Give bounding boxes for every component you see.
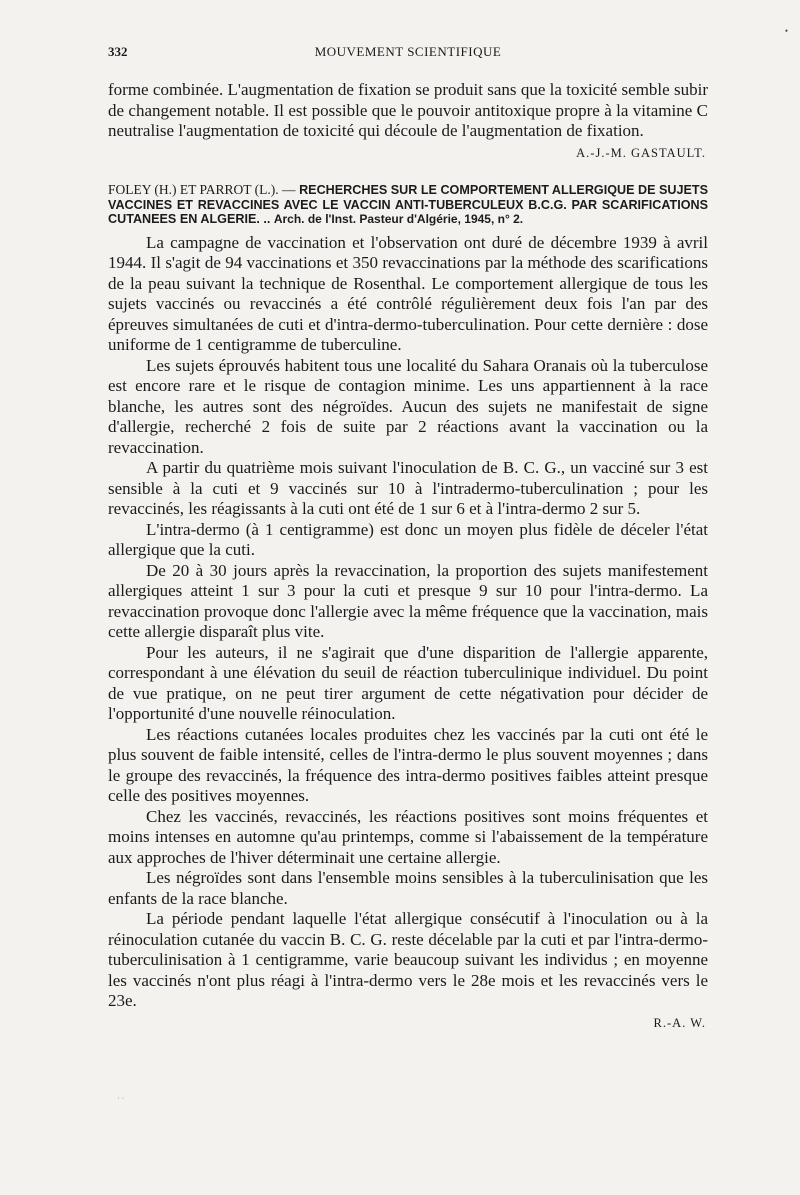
print-speck: · · <box>117 1094 125 1103</box>
article-paragraph: L'intra-dermo (à 1 centigramme) est donc un moyen plus fidèle de déceler l'état allergique que la cuti. <box>108 519 708 559</box>
article-paragraph: Les réactions cutanées locales produites chez les vaccinés par la cuti ont été le plus souvent de faible intensité, celles de l'intra-dermo le plus souvent moyennes ; dans le groupe des revaccinés, la fréquence des intra-dermo positives faibles atteint presque celle des positives moyennes. <box>108 724 708 805</box>
previous-article-signature: A.-J.-M. GASTAULT. <box>576 145 706 160</box>
article-authors: FOLEY (H.) ET PARROT (L.). — <box>108 182 296 197</box>
article-paragraph: De 20 à 30 jours après la revaccination, la proportion des sujets manifestement allergiques atteint 1 sur 3 pour la cuti et presque 9 sur 10 pour l'intra-dermo. La revaccination provoque donc l'allergie avec la même fréquence que la vaccination, mais cette allergie disparaît plus vite. <box>108 560 708 641</box>
article-title: RECHERCHES SUR LE COMPORTEMENT ALLERGIQUE DE SUJETS VACCINES ET REVACCINES AVEC LE VACCIN ANTI-TUBERCULEUX B.C.G. PAR SCARIFICATIONS CUTANEES EN ALGERIE. .. <box>108 183 708 226</box>
corner-mark: • <box>784 26 788 36</box>
article-reference: Arch. de l'Inst. Pasteur d'Algérie, 1945, n° 2. <box>273 212 524 226</box>
article-paragraph: Les sujets éprouvés habitent tous une localité du Sahara Oranais où la tuberculose est encore rare et le risque de contagion minime. Les uns appartiennent à la race blanche, les autres sont des négroïdes. Aucun des sujets ne manifestait de signe d'allergie, recherché 2 fois de suite par 2 réactions avant la vaccination ou la revaccination. <box>108 355 708 457</box>
previous-article-text: forme combinée. L'augmentation de fixation se produit sans que la toxicité semble subir de changement notable. Il est possible que le pouvoir antitoxique propre à la vitamine C neutralise l'augmentation de toxicité qui découle de l'augmentation de fixation. <box>108 80 708 140</box>
article-paragraph: Chez les vaccinés, revaccinés, les réactions positives sont moins fréquentes et moins intenses en automne qu'au printemps, comme si l'abaissement de la température aux approches de l'hiver déterminait une certaine allergie. <box>108 806 708 867</box>
article-heading <box>108 183 708 227</box>
article-paragraph: Pour les auteurs, il ne s'agirait que d'une disparition de l'allergie apparente, correspondant à une élévation du seuil de réaction tuberculinique individuel. Du point de vue pratique, on ne peut tirer argument de cette négativation pour décider de l'opportunité d'une nouvelle réinoculation. <box>108 642 708 723</box>
page-body <box>108 80 708 1033</box>
article-paragraph: Les négroïdes sont dans l'ensemble moins sensibles à la tuberculinisation que les enfants de la race blanche. <box>108 868 708 908</box>
article-paragraph: La période pendant laquelle l'état allergique consécutif à l'inoculation ou à la réinoculation cutanée du vaccin B. C. G. reste décelable par la cuti et par l'intra-dermo-tuberculinisation à 1 centigramme, varie beaucoup suivant les individus ; en moyenne les vaccinés n'ont plus réagi à l'intra-dermo vers le 28e mois et les revaccinés vers le 23e. <box>108 909 708 1010</box>
article-paragraph: La campagne de vaccination et l'observation ont duré de décembre 1939 à avril 1944. Il s'agit de 94 vaccinations et 350 revaccinations par la méthode des scarifications de la peau suivant la technique de Rosenthal. Le comportement allergique de tous les sujets vaccinés ou revaccinés a été contrôlé régulièrement deux fois l'an par des épreuves simultanées de cuti et d'intra-dermo-tuberculination. Pour cette dernière : dose uniforme de 1 centigramme de tuberculine. <box>108 232 708 354</box>
page-header <box>108 40 708 64</box>
article-paragraph: A partir du quatrième mois suivant l'inoculation de B. C. G., un vacciné sur 3 est sensible à la cuti et 9 vaccinés sur 10 à l'intradermo-tuberculination ; pour les revaccinés, les réagissants à la cuti ont été de 1 sur 6 et à l'intra-dermo 2 sur 5. <box>108 458 708 518</box>
running-title: MOUVEMENT SCIENTIFIQUE <box>314 44 502 59</box>
article-signature: R.-A. W. <box>653 1015 706 1030</box>
page-number: 332 <box>108 44 128 59</box>
